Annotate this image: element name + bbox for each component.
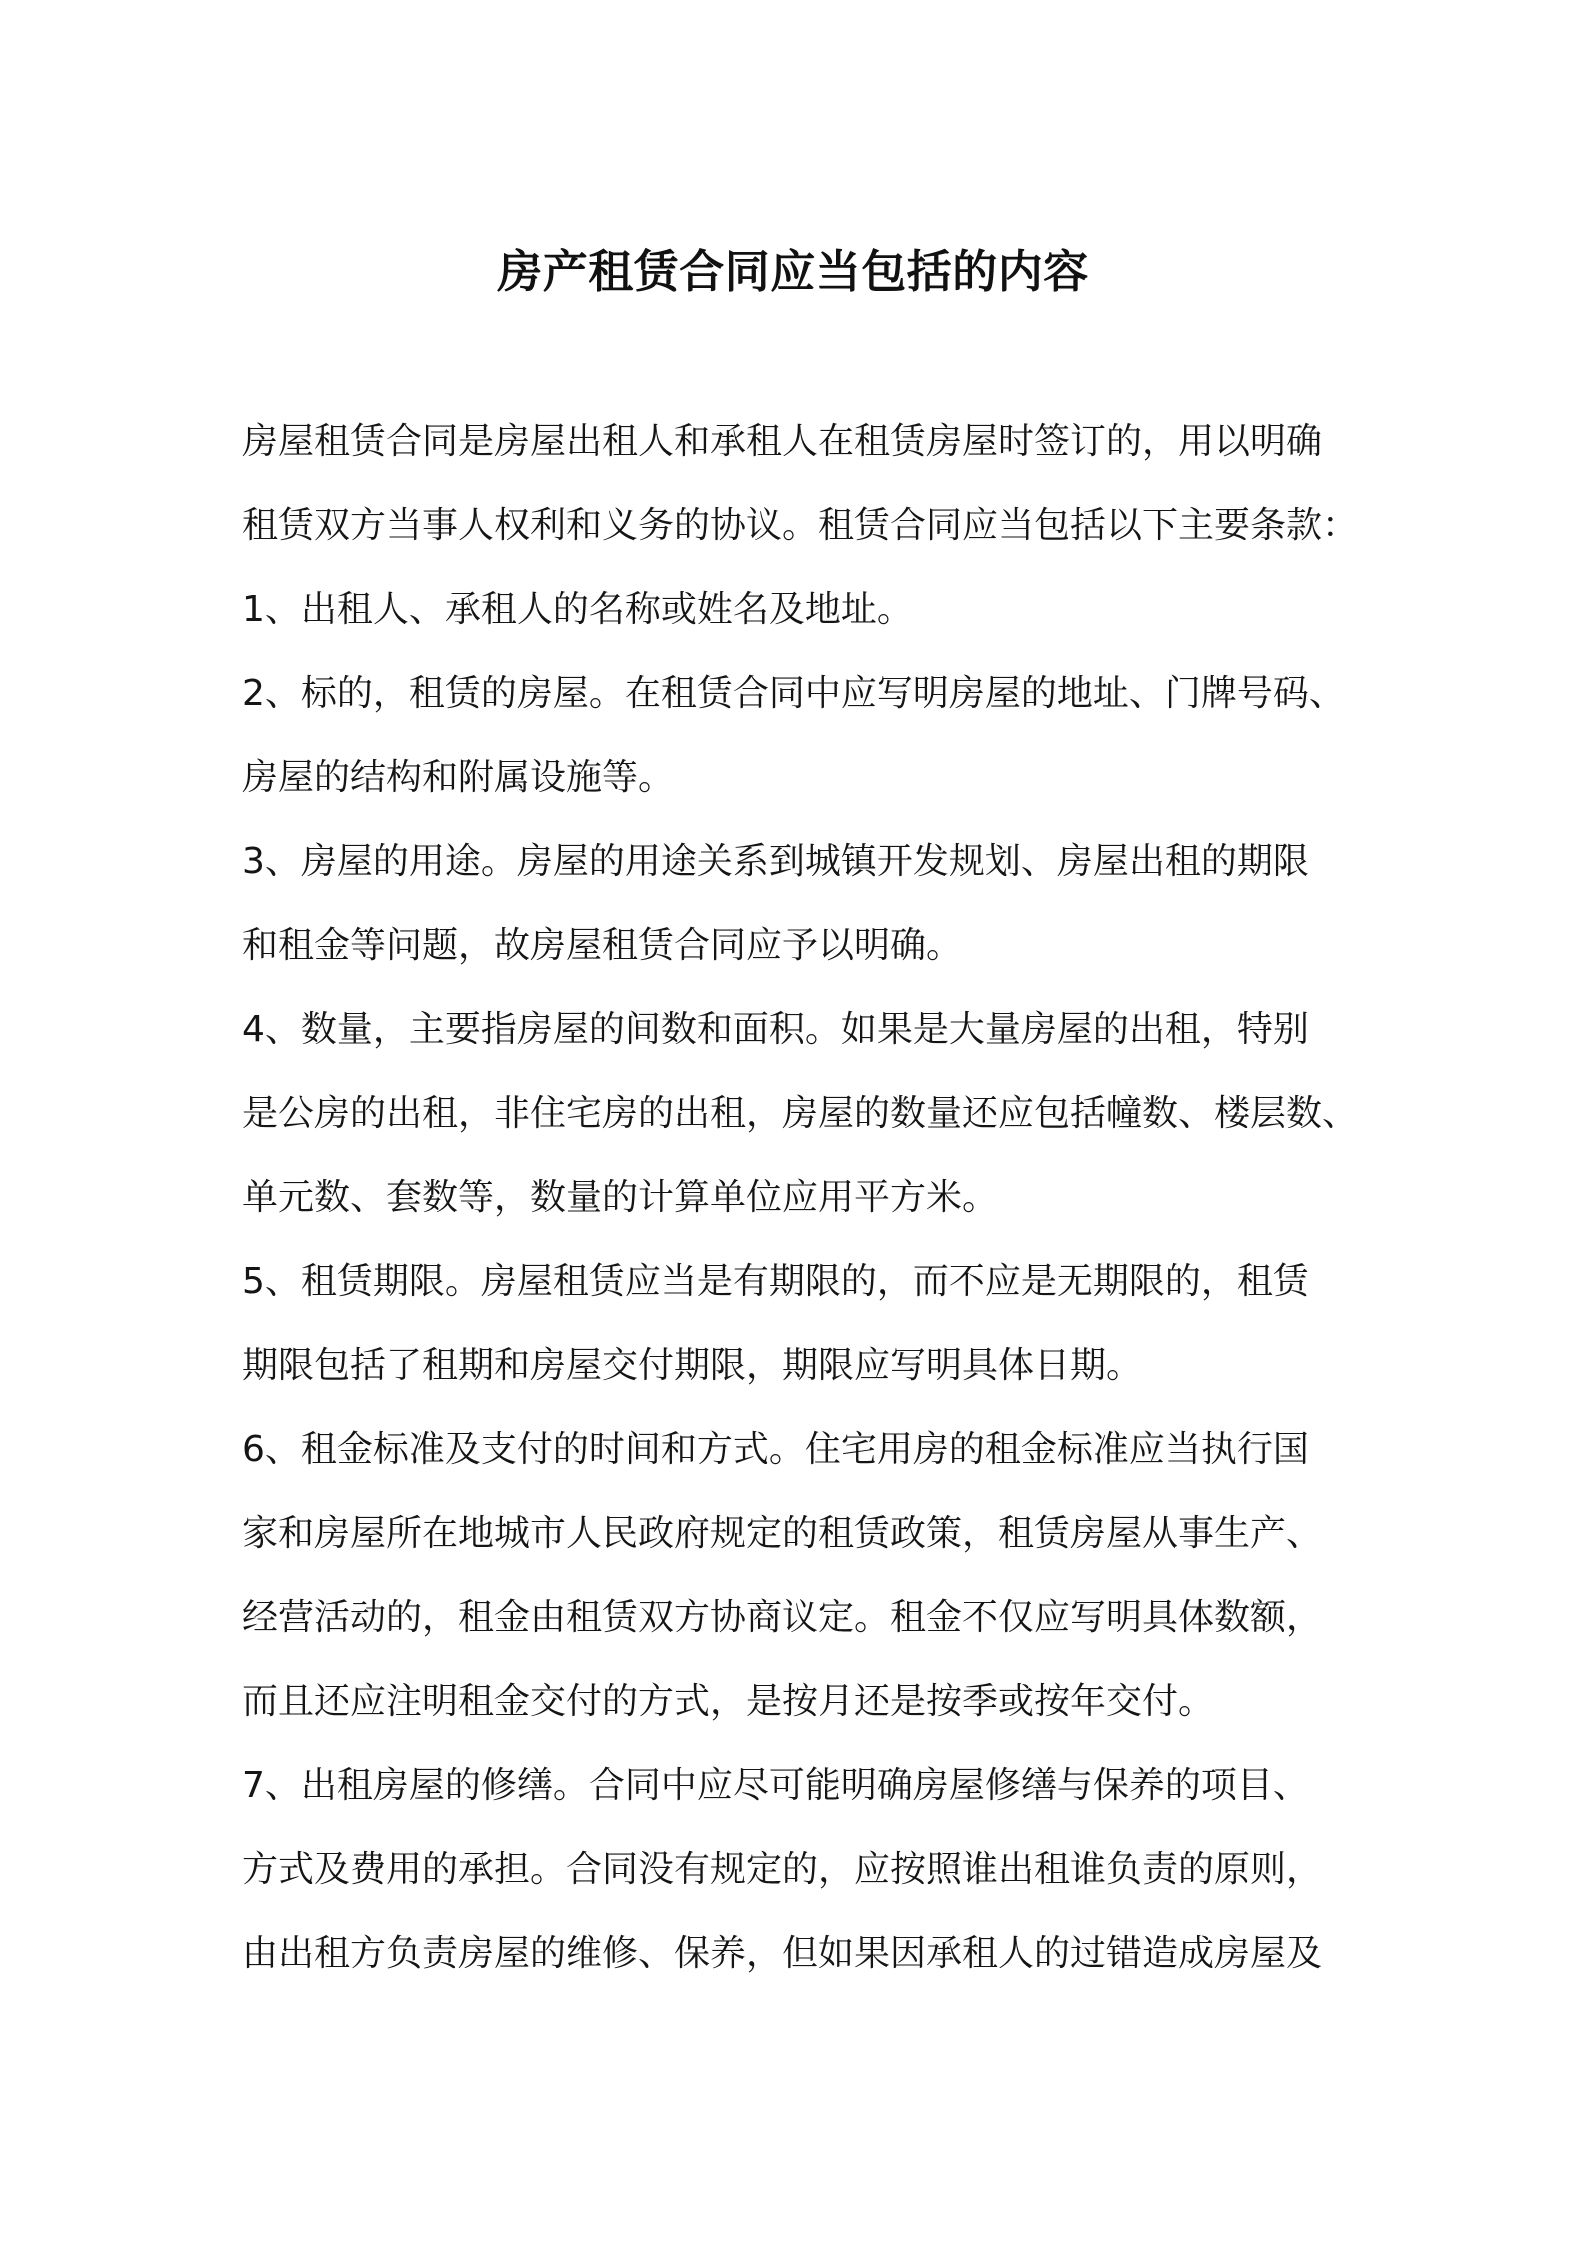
clause-3-line: 和租金等问题，故房屋租赁合同应予以明确。 (242, 925, 963, 966)
page-title: 房产租赁合同应当包括的内容 (497, 245, 1089, 299)
clause-4-line: 4、数量，主要指房屋的间数和面积。如果是大量房屋的出租，特别 (242, 1009, 1309, 1050)
paragraph-line: 租赁双方当事人权利和义务的协议。租赁合同应当包括以下主要条款： (242, 505, 1359, 546)
clause-7-line: 由出租方负责房屋的维修、保养，但如果因承租人的过错造成房屋及 (242, 1933, 1323, 1974)
document-body (242, 400, 1359, 1996)
clause-4-line: 是公房的出租，非住宅房的出租，房屋的数量还应包括幢数、楼层数、 (242, 1093, 1359, 1134)
clause-6-line: 6、租金标准及支付的时间和方式。住宅用房的租金标准应当执行国 (242, 1429, 1309, 1470)
clause-6-line: 家和房屋所在地城市人民政府规定的租赁政策，租赁房屋从事生产、 (242, 1513, 1323, 1554)
clause-6-line: 经营活动的，租金由租赁双方协商议定。租金不仅应写明具体数额， (242, 1597, 1323, 1638)
clause-7-line: 方式及费用的承担。合同没有规定的，应按照谁出租谁负责的原则， (242, 1849, 1323, 1890)
clause-1-line: 1、出租人、承租人的名称或姓名及地址。 (242, 589, 913, 630)
clause-7-line: 7、出租房屋的修缮。合同中应尽可能明确房屋修缮与保养的项目、 (242, 1765, 1309, 1806)
clause-5-line: 5、租赁期限。房屋租赁应当是有期限的，而不应是无期限的，租赁 (242, 1261, 1309, 1302)
clause-4-line: 单元数、套数等，数量的计算单位应用平方米。 (242, 1177, 999, 1218)
clause-6-line: 而且还应注明租金交付的方式，是按月还是按季或按年交付。 (242, 1681, 1215, 1722)
clause-5-line: 期限包括了租期和房屋交付期限，期限应写明具体日期。 (242, 1345, 1143, 1386)
clause-2-line: 2、标的，租赁的房屋。在租赁合同中应写明房屋的地址、门牌号码、 (242, 673, 1345, 714)
clause-3-line: 3、房屋的用途。房屋的用途关系到城镇开发规划、房屋出租的期限 (242, 841, 1309, 882)
clause-2-line: 房屋的结构和附属设施等。 (242, 757, 675, 798)
paragraph-line: 房屋租赁合同是房屋出租人和承租人在租赁房屋时签订的，用以明确 (242, 421, 1323, 462)
